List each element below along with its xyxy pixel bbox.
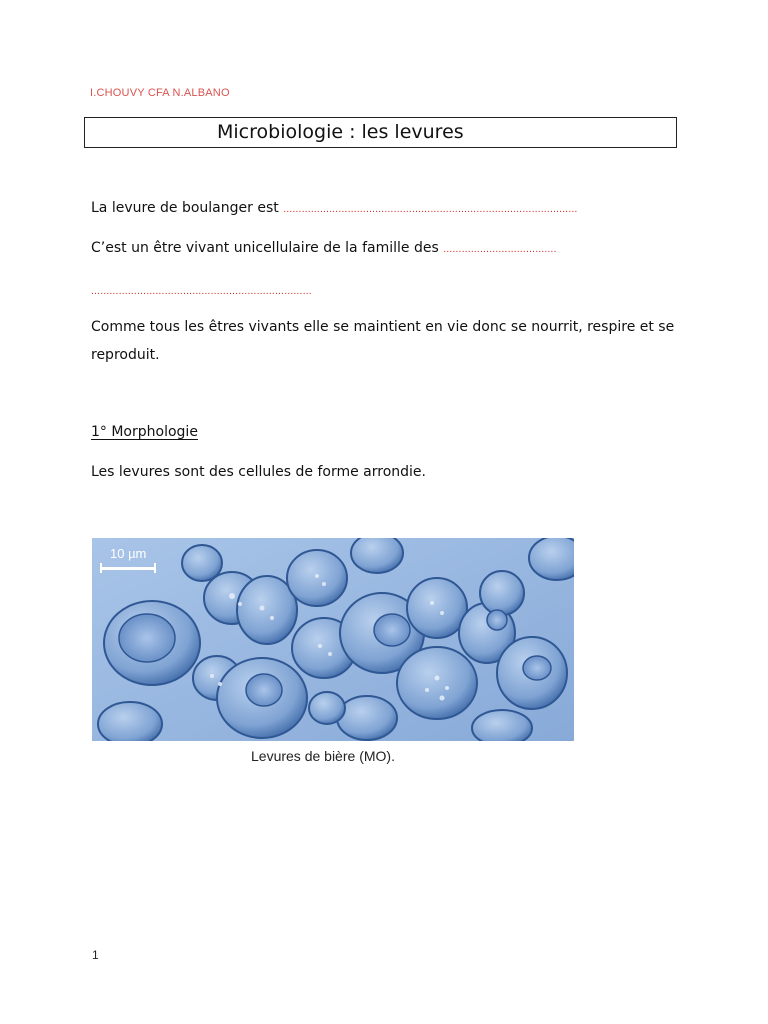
figure-caption-sub: (MO).	[359, 748, 395, 764]
figure-caption	[251, 748, 395, 764]
fill-in-blank-1: ……………………………………………………………………………………	[283, 205, 578, 215]
fill-in-blank-3: ………………………………………………………………	[91, 287, 312, 297]
scale-bar-label: 10 µm	[110, 546, 147, 561]
figure-caption-main: Levures de bière	[251, 748, 360, 764]
page-title: Microbiologie : les levures	[217, 121, 464, 143]
intro-line-2	[91, 240, 557, 256]
intro-paragraph: Comme tous les êtres vivants elle se maintient en vie donc se nourrit, respire et se reproduit.	[91, 319, 675, 363]
intro-line-2-text: C’est un être vivant unicellulaire de la famille des	[91, 240, 439, 256]
header-author: I.CHOUVY CFA N.ALBANO	[90, 87, 230, 99]
title-box	[84, 117, 677, 148]
intro-line-1	[91, 200, 578, 216]
fill-in-blank-2: ……………………………….	[443, 245, 557, 255]
section-heading-morphologie: 1° Morphologie	[91, 424, 198, 440]
page-number: 1	[92, 948, 99, 962]
yeast-micrograph	[92, 538, 574, 741]
intro-line-3	[91, 282, 312, 298]
section-text-morphologie: Les levures sont des cellules de forme arrondie.	[91, 464, 426, 480]
intro-line-1-text: La levure de boulanger est	[91, 200, 279, 216]
